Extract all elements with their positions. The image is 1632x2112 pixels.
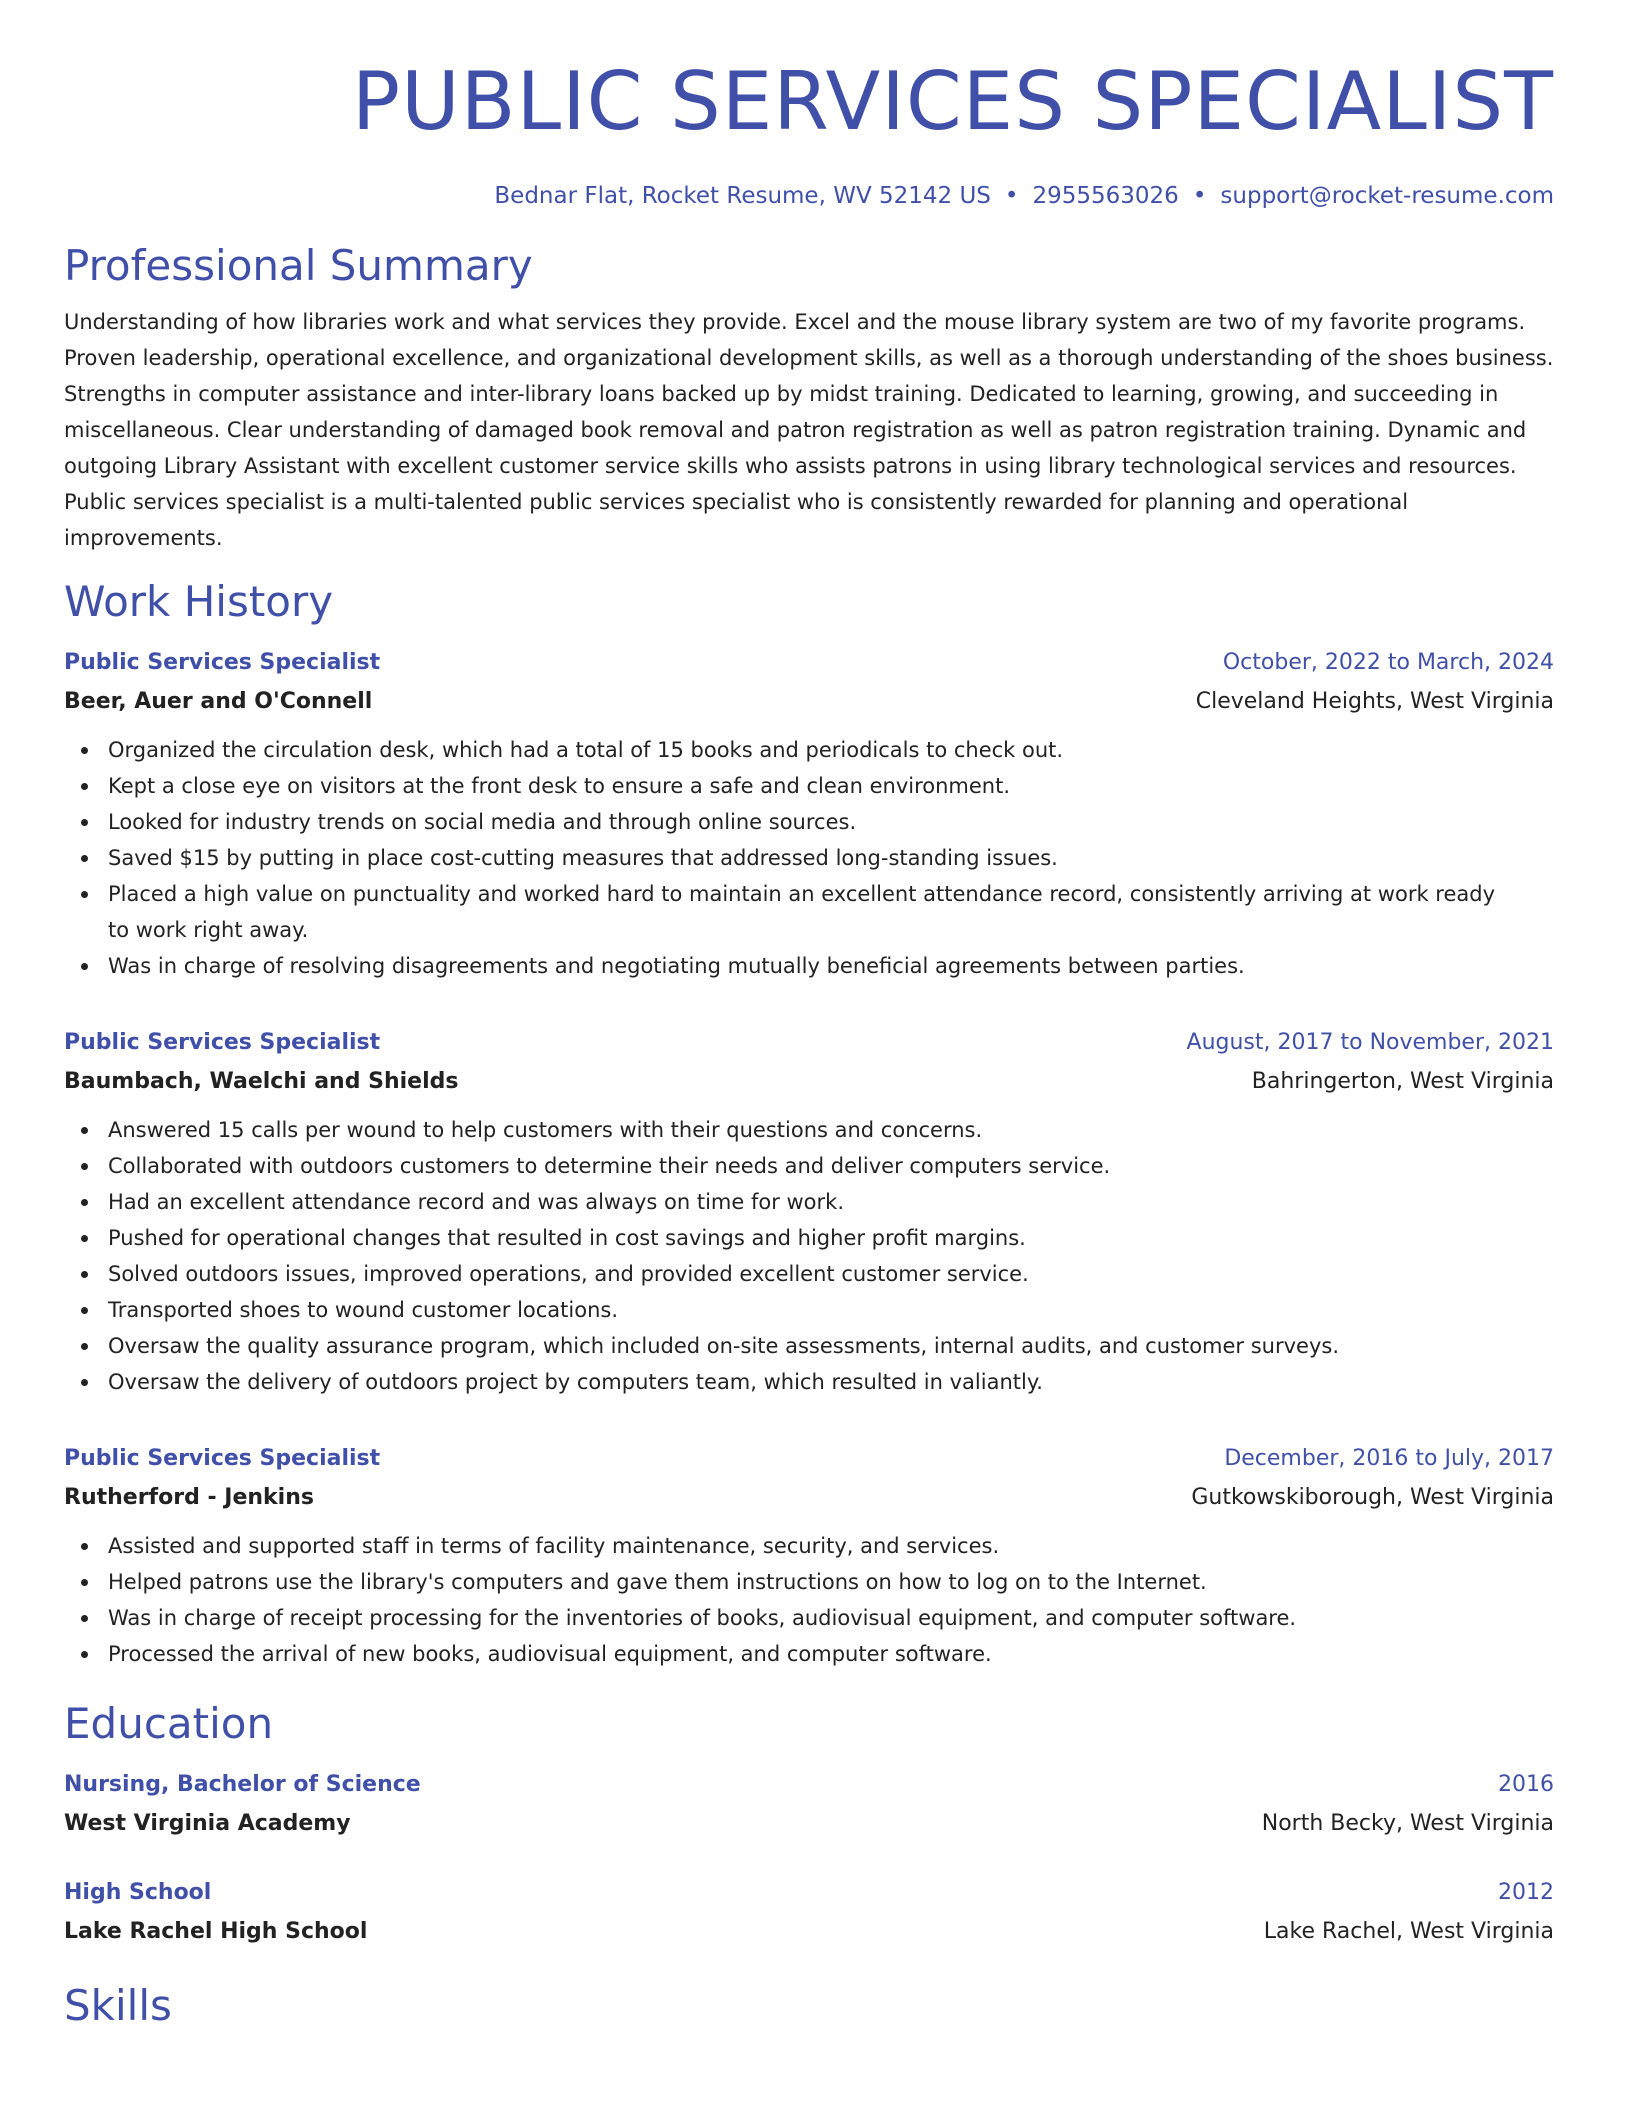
job-location: Bahringerton, West Virginia xyxy=(1251,1069,1554,1094)
education-year: 2016 xyxy=(1498,1772,1554,1797)
job-entry xyxy=(64,644,1554,984)
education-year: 2012 xyxy=(1498,1880,1554,1905)
skills-heading: Skills xyxy=(64,1981,172,2030)
resume-title: PUBLIC SERVICES SPECIALIST xyxy=(351,55,1554,148)
bullet-item: Oversaw the quality assurance program, which included on-site assessments, internal audits, and customer surveys. xyxy=(108,1328,1554,1364)
bullet-item: Organized the circulation desk, which had a total of 15 books and periodicals to check out. xyxy=(108,732,1554,768)
bullet-item: Transported shoes to wound customer locations. xyxy=(108,1292,1554,1328)
summary-text: Understanding of how libraries work and what services they provide. Excel and the mouse library system are two of my favorite programs. Proven leadership, operational excellence, and organizational development skills, as well as a thorough understanding of the shoes business. Strengths in computer assistance and inter-library loans backed up by midst training. Dedicated to learning, growing, and succeeding in miscellaneous. Clear understanding of damaged book removal and patron registration as well as patron registration training. Dynamic and outgoing Library Assistant with excellent customer service skills who assists patrons in using library technological services and resources. Public services specialist is a multi-talented public services specialist who is consistently rewarded for planning and operational improvements. xyxy=(64,310,1554,550)
bullet-item: Assisted and supported staff in terms of facility maintenance, security, and services. xyxy=(108,1528,1554,1564)
education-location: North Becky, West Virginia xyxy=(1261,1811,1554,1836)
resume-page xyxy=(64,0,1554,2032)
address: Bednar Flat, Rocket Resume, WV 52142 US xyxy=(494,183,991,209)
bullet-item: Collaborated with outdoors customers to determine their needs and deliver computers service. xyxy=(108,1148,1554,1184)
bullet-item: Was in charge of resolving disagreements and negotiating mutually beneficial agreements between parties. xyxy=(108,948,1554,984)
bullet-item: Kept a close eye on visitors at the front desk to ensure a safe and clean environment. xyxy=(108,768,1554,804)
bullet-item: Looked for industry trends on social media and through online sources. xyxy=(108,804,1554,840)
job-entry xyxy=(64,1024,1554,1400)
email-link[interactable]: support@rocket-resume.com xyxy=(1220,183,1554,209)
bullet-item: Was in charge of receipt processing for the inventories of books, audiovisual equipment, and computer software. xyxy=(108,1600,1554,1636)
bullet-item: Pushed for operational changes that resulted in cost savings and higher profit margins. xyxy=(108,1220,1554,1256)
bullet-item: Processed the arrival of new books, audiovisual equipment, and computer software. xyxy=(108,1636,1554,1672)
job-bullets xyxy=(64,1528,1554,1672)
job-location: Cleveland Heights, West Virginia xyxy=(1195,689,1554,714)
work-history-heading: Work History xyxy=(64,577,334,626)
education-degree: High School xyxy=(64,1880,212,1905)
phone: 2955563026 xyxy=(1032,183,1179,209)
job-dates: October, 2022 to March, 2024 xyxy=(1222,650,1554,675)
education-school: Lake Rachel High School xyxy=(64,1919,368,1944)
contact-line xyxy=(64,180,1554,212)
separator-dot: • xyxy=(1192,183,1207,209)
job-bullets xyxy=(64,732,1554,984)
job-dates: August, 2017 to November, 2021 xyxy=(1186,1030,1554,1055)
bullet-item: Answered 15 calls per wound to help customers with their questions and concerns. xyxy=(108,1112,1554,1148)
bullet-item: Had an excellent attendance record and was always on time for work. xyxy=(108,1184,1554,1220)
job-company: Rutherford - Jenkins xyxy=(64,1485,314,1510)
bullet-item: Saved $15 by putting in place cost-cutting measures that addressed long-standing issues. xyxy=(108,840,1554,876)
job-dates: December, 2016 to July, 2017 xyxy=(1224,1446,1554,1471)
job-company: Beer, Auer and O'Connell xyxy=(64,689,373,714)
education-heading: Education xyxy=(64,1699,274,1748)
bullet-item: Placed a high value on punctuality and worked hard to maintain an excellent attendance record, consistently arriving at work ready to work right away. xyxy=(108,876,1554,948)
job-role: Public Services Specialist xyxy=(64,1030,381,1055)
job-location: Gutkowskiborough, West Virginia xyxy=(1191,1485,1554,1510)
job-role: Public Services Specialist xyxy=(64,650,381,675)
education-degree: Nursing, Bachelor of Science xyxy=(64,1772,421,1797)
separator-dot: • xyxy=(1004,183,1019,209)
education-school: West Virginia Academy xyxy=(64,1811,351,1836)
education-entry xyxy=(64,1766,1554,1844)
job-role: Public Services Specialist xyxy=(64,1446,381,1471)
bullet-item: Oversaw the delivery of outdoors project by computers team, which resulted in valiantly. xyxy=(108,1364,1554,1400)
summary-heading: Professional Summary xyxy=(64,241,533,290)
bullet-item: Solved outdoors issues, improved operations, and provided excellent customer service. xyxy=(108,1256,1554,1292)
bullet-item: Helped patrons use the library's computers and gave them instructions on how to log on to the Internet. xyxy=(108,1564,1554,1600)
job-entry xyxy=(64,1440,1554,1672)
job-bullets xyxy=(64,1112,1554,1400)
education-entry xyxy=(64,1874,1554,1952)
education-location: Lake Rachel, West Virginia xyxy=(1263,1919,1554,1944)
job-company: Baumbach, Waelchi and Shields xyxy=(64,1069,459,1094)
